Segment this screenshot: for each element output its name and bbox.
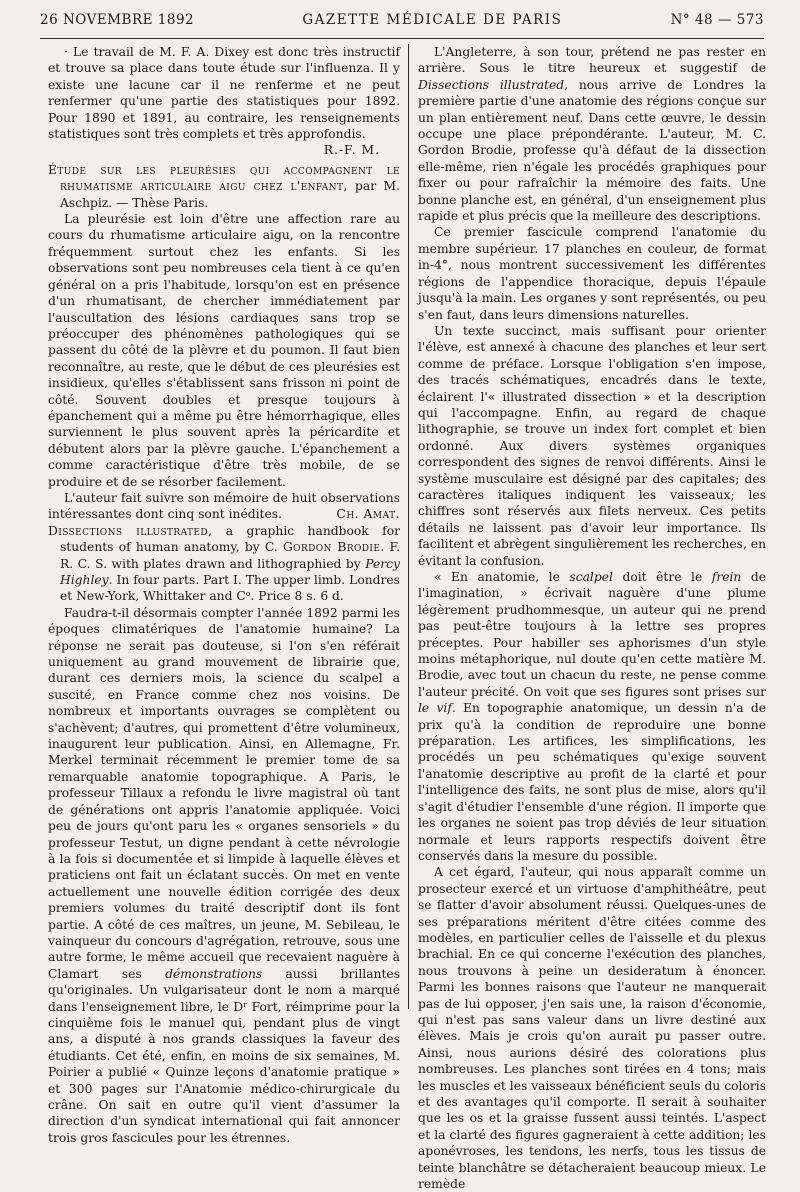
right-column <box>418 44 766 1192</box>
review-text-c: . In four parts. Part I. The upper limb. Londres et New-York, Whittaker and Cᵒ. Price 8 s. 6 d. <box>60 573 400 604</box>
review-heading-dissections <box>48 523 400 605</box>
review-illustrator: Percy Highley <box>60 556 400 587</box>
anatomie-1892-paragraph <box>48 605 400 1146</box>
signature-amat: Ch. Amat. <box>336 507 400 522</box>
review-title-dissections: Dissections illustrated, <box>48 523 213 538</box>
auteur-paragraph <box>48 490 400 523</box>
review-text-b: . F. R. C. S. with plates drawn and lithographied by <box>60 540 400 571</box>
anatomie-text-em: démonstrations <box>165 966 263 981</box>
angleterre-text-a: L'Angleterre, à son tour, prétend ne pas rester en arrière. Sous le titre heureux et suggestif de <box>418 45 766 76</box>
review-text-a: a graphic handbook for students of human anatomy, by C. <box>60 523 400 555</box>
anatomie-text-a: Faudra-t-il désormais compter l'année 1892 parmi les époques climatériques de l'anatomie humaine? La réponse ne serait pas douteuse, si l'on s'en référait uniquement au grand mouvement de librairie que, durant ces derniers mois, la science du scalpel a suscité, en France comme chez nos voisins. De nombreux et importants ouvrages se complètent ou s'achèvent; d'autres, qui promettent d'être volumineux, inaugurent leur publication. Ainsi, en Allemagne, Fr. Merkel terminait récemment le premier tome de sa remarquable anatomie topographique. A Paris, le professeur Tillaux a refondu le livre magistral où tant de générations ont appris l'anatomie appliquée. Voici peu de jours qu'ont paru les « organes sensoriels » du professeur Testut, un digne pendant à cette névrologie à la fois si documentée et si limpide à laquelle élèves et praticiens ont fait un éclatant succès. On met en vente actuellement une nouvelle édition corrigée des deux premiers volumes du traité descriptif dont ils font partie. A côté de ces maîtres, un jeune, M. Sebileau, le vainqueur du concours d'agrégation, retrouve, sous une autre forme, le même accueil que recevaient naguère à Clamart ses <box>48 605 400 981</box>
pleuresie-paragraph: La pleurésie est loin d'être une affection rare au cours du rhumatisme articulaire aigu, on la rencontre fréquemment surtout chez les enfants. Si les observations sont peu nombreuses cela tient à ce qu'en général on a pris l'habitude, lorsqu'on est en présence d'un rhumatisant, de chercher immédiatement par l'auscultation des lésions cardiaques sans trop se préoccuper des phénomènes pathologiques qui se passent du côté de la plèvre et du poumon. Il faut bien reconnaître, au reste, que le début de ces pleurésies est insidieux, qu'elles s'établissent sans frisson ni point de côté. Souvent doubles et presque toujours à épanchement qui a même pu être hémorrhagique, elles surviennent le plus souvent après la péricardite et débutent alors par la plèvre gauche. L'épanchement a comme caractéristique d'être très mobile, de se produire et de se résorber facilement. <box>48 212 400 489</box>
angleterre-paragraph <box>418 44 766 224</box>
issue-date: 26 NOVEMBRE 1892 <box>40 12 195 28</box>
cet-egard-paragraph: A cet égard, l'auteur, qui nous apparaît comme un prosecteur exercé et un virtuose d'amphithéâtre, peut se flatter d'avoir absolument réussi. Quelques-unes de ses préparations méritent d'être citées comme des modèles, en particulier celles de l'aisselle et du plexus brachial. En ce qui concerne l'exécution des planches, nous trouvons à peine un desideratum à énoncer. Parmi les bonnes raisons que l'auteur ne manquerait pas de lui opposer, j'en sais une, la raison d'économie, qui n'est pas sans valeur dans un livre destiné aux élèves. Mais je crois qu'on aurait pu passer outre. Ainsi, nous aurions désiré des colorations plus nombreuses. Les planches sont tirées en 4 tons; mais les muscles et les vaisseaux bénéficient seuls du coloris et des avantages qu'il comporte. Il serait à souhaiter que les os et la graisse fussent aussi teintés. L'aspect et la clarté des figures gagneraient à cette addition; les aponévroses, les tendons, les nerfs, tous les tissus de teinte blanchâtre se détacheraient beaucoup mieux. Le remède <box>418 865 766 1192</box>
texte-succinct-paragraph: Un texte succinct, mais suffisant pour orienter l'élève, est annexé à chacune des planches et leur sert comme de préface. Lorsque l'obligation s'en impose, des tracés schématiques, encadrés dans le texte, éclairent l'« illustrated dissection » et la description qui l'accompagne. Enfin, au regard de chaque lithographie, se trouve un index fort complet et bien ordonné. Aux divers systèmes organiques correspondent des signes de renvoi différents. Ainsi le système musculaire est désigné par des capitales; des caractères italiques indiquent les vaisseaux; les chiffres sont réservés aux filets nerveux. Ces petits détails ne laissent pas d'avoir leur importance. Ils facilitent et abrègent singulièrement les recherches, en évitant la confusion. <box>418 323 766 568</box>
review-author-pleuresies: par M. Aschpiz. — Thèse Paris. <box>60 179 401 210</box>
review-author-brodie: Gordon Brodie <box>282 540 381 555</box>
auteur-text: L'auteur fait suivre son mémoire de huit observations intéressantes dont cinq sont inédites. <box>48 490 400 522</box>
le-vif-em: le vif <box>418 701 452 716</box>
scalpel-text-b: doit être le <box>612 570 712 584</box>
angleterre-text-b: , nous arrive de Londres la première partie d'une anatomie des régions conçue sur un plan entièrement neuf. Dans cette œuvre, le dessin occupe une place prépondérante. L'auteur, M. C. Gordon Brodie, professe qu'à défaut de la dissection elle-même, rien n'égale les procédés graphiques pour fixer ou pour rafraîchir la mémoire des faits. Une bonne planche est, en général, d'un enseignement plus rapide et plus précis que la meilleure des descriptions. <box>418 77 766 224</box>
scalpel-em: scalpel <box>569 570 613 584</box>
signature-rfm: R.-F. M. <box>323 143 380 158</box>
scalpel-text-c: de l'imagination, » écrivait naguère d'une plume légèrement prudhommesque, un auteur qui ne prend pas peut-être toujours à la lettre ses propres préceptes. Pour habiller ses aphorismes d'un style moins métaphorique, nul doute qu'en cette matière M. Brodie, avec tout un chacun du reste, ne pense comme l'auteur précité. On voit que ses figures sont prises sur <box>418 570 766 699</box>
scalpel-text-a: « En anatomie, le <box>434 570 570 584</box>
issue-page-number: N° 48 — 573 <box>670 12 764 28</box>
review-heading-pleuresies <box>48 162 400 211</box>
scalpel-text-d: . En topographie anatomique, un dessin n'a de prix qu'à la condition de reproduire une bonne préparation. Les artifices, les simplifications, les procédés un peu schématiques qu'exige souvent l'anatomie descriptive au profit de la clarté et pour l'intelligence des faits, ne sont plus de mise, alors qu'il s'agit d'étudier l'ensemble d'une région. Il importe que les organes ne soient pas trop déviés de leur situation normale et leurs rapports respectifs doivent être conservés dans la mesure du possible. <box>418 701 766 863</box>
review-title-pleuresies: Étude sur les pleurésies qui accompagnent le rhumatisme articulaire aigu chez l'enfant, <box>48 162 400 194</box>
page-header <box>40 12 764 36</box>
anatomie-text-b: aussi brillantes qu'originales. Un vulgarisateur dont le nom a marqué dans l'enseignement libre, le Dʳ Fort, réimprime pour la cinquième fois le manuel qui, pendant plus de vingt ans, a disputé à nos grands classiques la faveur des étudiants. Cet été, enfin, en moins de six semaines, M. Poirier a publié « Quinze leçons d'anatomie pratique » et 300 pages sur l'Anatomie médico-chirurgicale du crâne. On sait en outre qu'il vient d'assumer la direction d'un syndicat international qui fait annoncer trois gros fascicules pour les étrennes. <box>48 966 401 1145</box>
left-column <box>48 44 400 1146</box>
column-divider <box>408 44 409 1009</box>
frein-em: frein <box>711 570 742 584</box>
fascicule-paragraph: Ce premier fascicule comprend l'anatomie du membre supérieur. 17 planches en couleur, de format in-4°, nous montrent successivement les différentes régions de l'appendice thoracique, depuis l'épaule jusqu'à la main. Les organes y sont représentés, ou peu s'en faut, dans leurs dimensions naturelles. <box>418 225 766 322</box>
dixey-paragraph: · Le travail de M. F. A. Dixey est donc très instructif et trouve sa place dans toute étude sur l'influenza. Il y existe une lacune car il ne renferme et ne peut renfermer qu'une partie des statistiques pour 1892. Pour 1890 et 1891, au contraire, les renseignements statistiques sont très complets et très approfondis. <box>48 45 400 142</box>
header-rule <box>40 38 764 39</box>
journal-title: GAZETTE MÉDICALE DE PARIS <box>302 12 563 28</box>
scalpel-paragraph <box>418 569 766 864</box>
angleterre-title-em: Dissections illustrated <box>418 77 565 92</box>
